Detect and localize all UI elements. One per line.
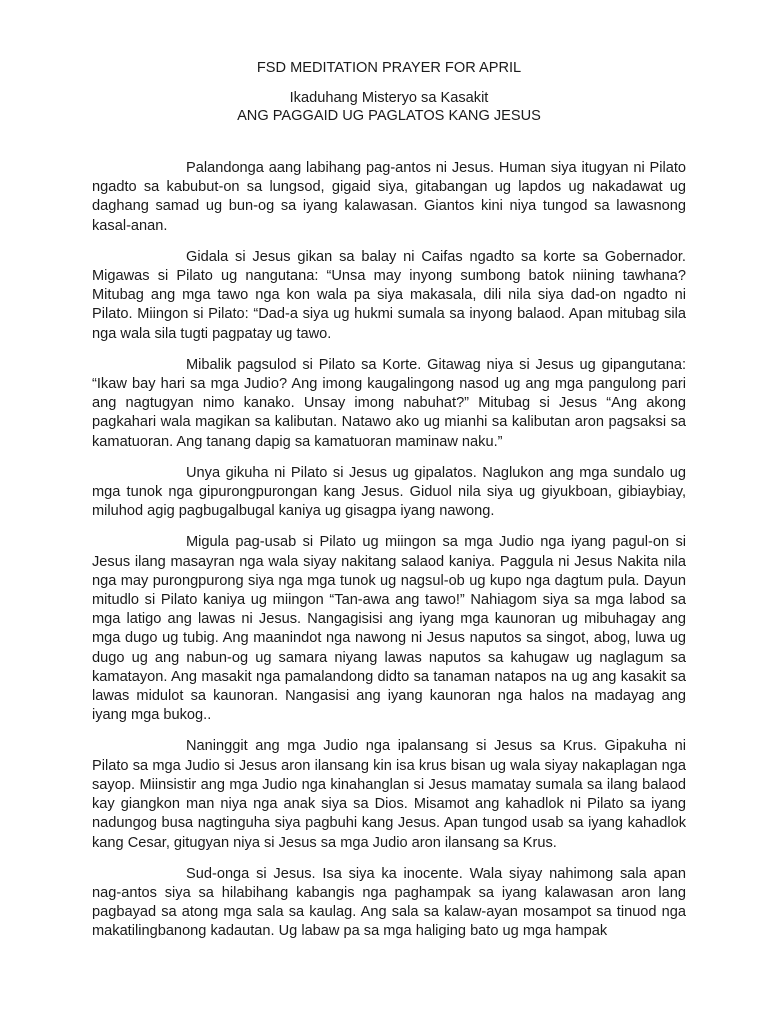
paragraph: Unya gikuha ni Pilato si Jesus ug gipalatos. Naglukon ang mga sundalo ug mga tunok nga gipurongpurongan kang Jesus. Giduol nila siya ug giyukboan, gibiaybiay, miluhod agig pagbugalbugal kaniya ug gisagpa iyang nawong. [92,464,686,520]
mystery-subtitle: Ikaduhang Misteryo sa Kasakit [289,90,489,106]
mystery-title: ANG PAGGAID UG PAGLATOS KANG JESUS [237,108,541,124]
paragraph: Palandonga aang labihang pag-antos ni Jesus. Human siya itugyan ni Pilato ngadto sa kabubut-on sa lungsod, gigaid siya, gitabangan ug lapdos ug nakadawat ug daghang samad ug bun-og sa iyang kalawasan. Giantos kini niya tungod sa lawasnong kasal-anan. [92,160,686,234]
paragraph: Naninggit ang mga Judio nga ipalansang si Jesus sa Krus. Gipakuha ni Pilato sa mga Judio si Jesus aron ilansang kin isa krus bisan ug wala siyay nakaplagan nga sayop. Miinsistir ang mga Judio nga kinahanglan si Jesus mamatay sumala sa ilang balaod kay giangkon man niya nga anak siya sa Dios. Misamot ang kahadlok ni Pilato sa iyang nadungog busa nagtinguha siya pagbuhi kang Jesus. Apan tungod usab sa iyang kahadlok kang Cesar, gitugyan niya si Jesus sa mga Judio aron ilansang sa Krus. [92,738,686,851]
paragraph: Mibalik pagsulod si Pilato sa Korte. Gitawag niya si Jesus ug gipangutana: “Ikaw bay hari sa mga Judio? Ang imong kaugalingong nasod ug ang mga pangulong pari ang nagtugyan nimo kanako. Unsay imong nabuhat?” Mitubag si Jesus “Ang akong pagkahari wala magikan sa kalibutan. Natawo ako ug mianhi sa kalibutan aron pagsaksi sa kamatuoran. Ang tanang dapig sa kamatuoran maminaw naku.” [92,356,686,450]
document-body [92,159,686,942]
paragraph: Migula pag-usab si Pilato ug miingon sa mga Judio nga iyang pagul-on si Jesus ilang masayran nga wala siyay nakitang salaod kaniya. Paggula ni Jesus Nakita nila nga may purongpurong siya nga mga tunok ug nagsul-ob ug kupo nga dagtum pula. Dayun mitudlo si Pilato kaniya ug miingon “Tan-awa ang tawo!” Nahiagom siya sa mga labod sa mga latigo ang lawas ni Jesus. Nangagisisi ang iyang mga kaunoran ug mibuhagay ang mga dugo ug tubig. Ang maanindot nga nawong ni Jesus naputos sa singot, abog, luwa ug dugo ug ang nabun-og ug samara niyang lawas naputos sa kahugaw ug naglagum sa kamatayon. Ang masakit nga pamalandong didto sa tanaman natapos na ug ang kasakit sa lawas midulot sa kaunoran. Nangasisi ang iyang kaunoran nga halos na madayag ang iyang mga bukog.. [92,534,686,724]
document-title: FSD MEDITATION PRAYER FOR APRIL [256,60,522,76]
document-page [92,0,686,1024]
paragraph: Gidala si Jesus gikan sa balay ni Caifas ngadto sa korte sa Gobernador. Migawas si Pilato ug nangutana: “Unsa may inyong sumbong batok niining tawhana? Mitubag ang mga tawo nga kon wala pa siya makasala, dili nila siya dad-on ngadto ni Pilato. Miingon si Pilato: “Dad-a siya ug hukmi sumala sa inyong balaod. Apan mitubag sila nga wala sila tugti pagpatay ug tawo. [92,248,686,342]
paragraph: Sud-onga si Jesus. Isa siya ka inocente. Wala siyay nahimong sala apan nag-antos siya sa hilabihang kabangis nga paghampak sa iyang kalawasan aron lang pagbayad sa atong mga sala sa kaulag. Ang sala sa kalaw-ayan mosampot sa tinuod nga makatilingbanong kadautan. Ug labaw pa sa mga haliging bato ug mga hampak [92,865,686,940]
